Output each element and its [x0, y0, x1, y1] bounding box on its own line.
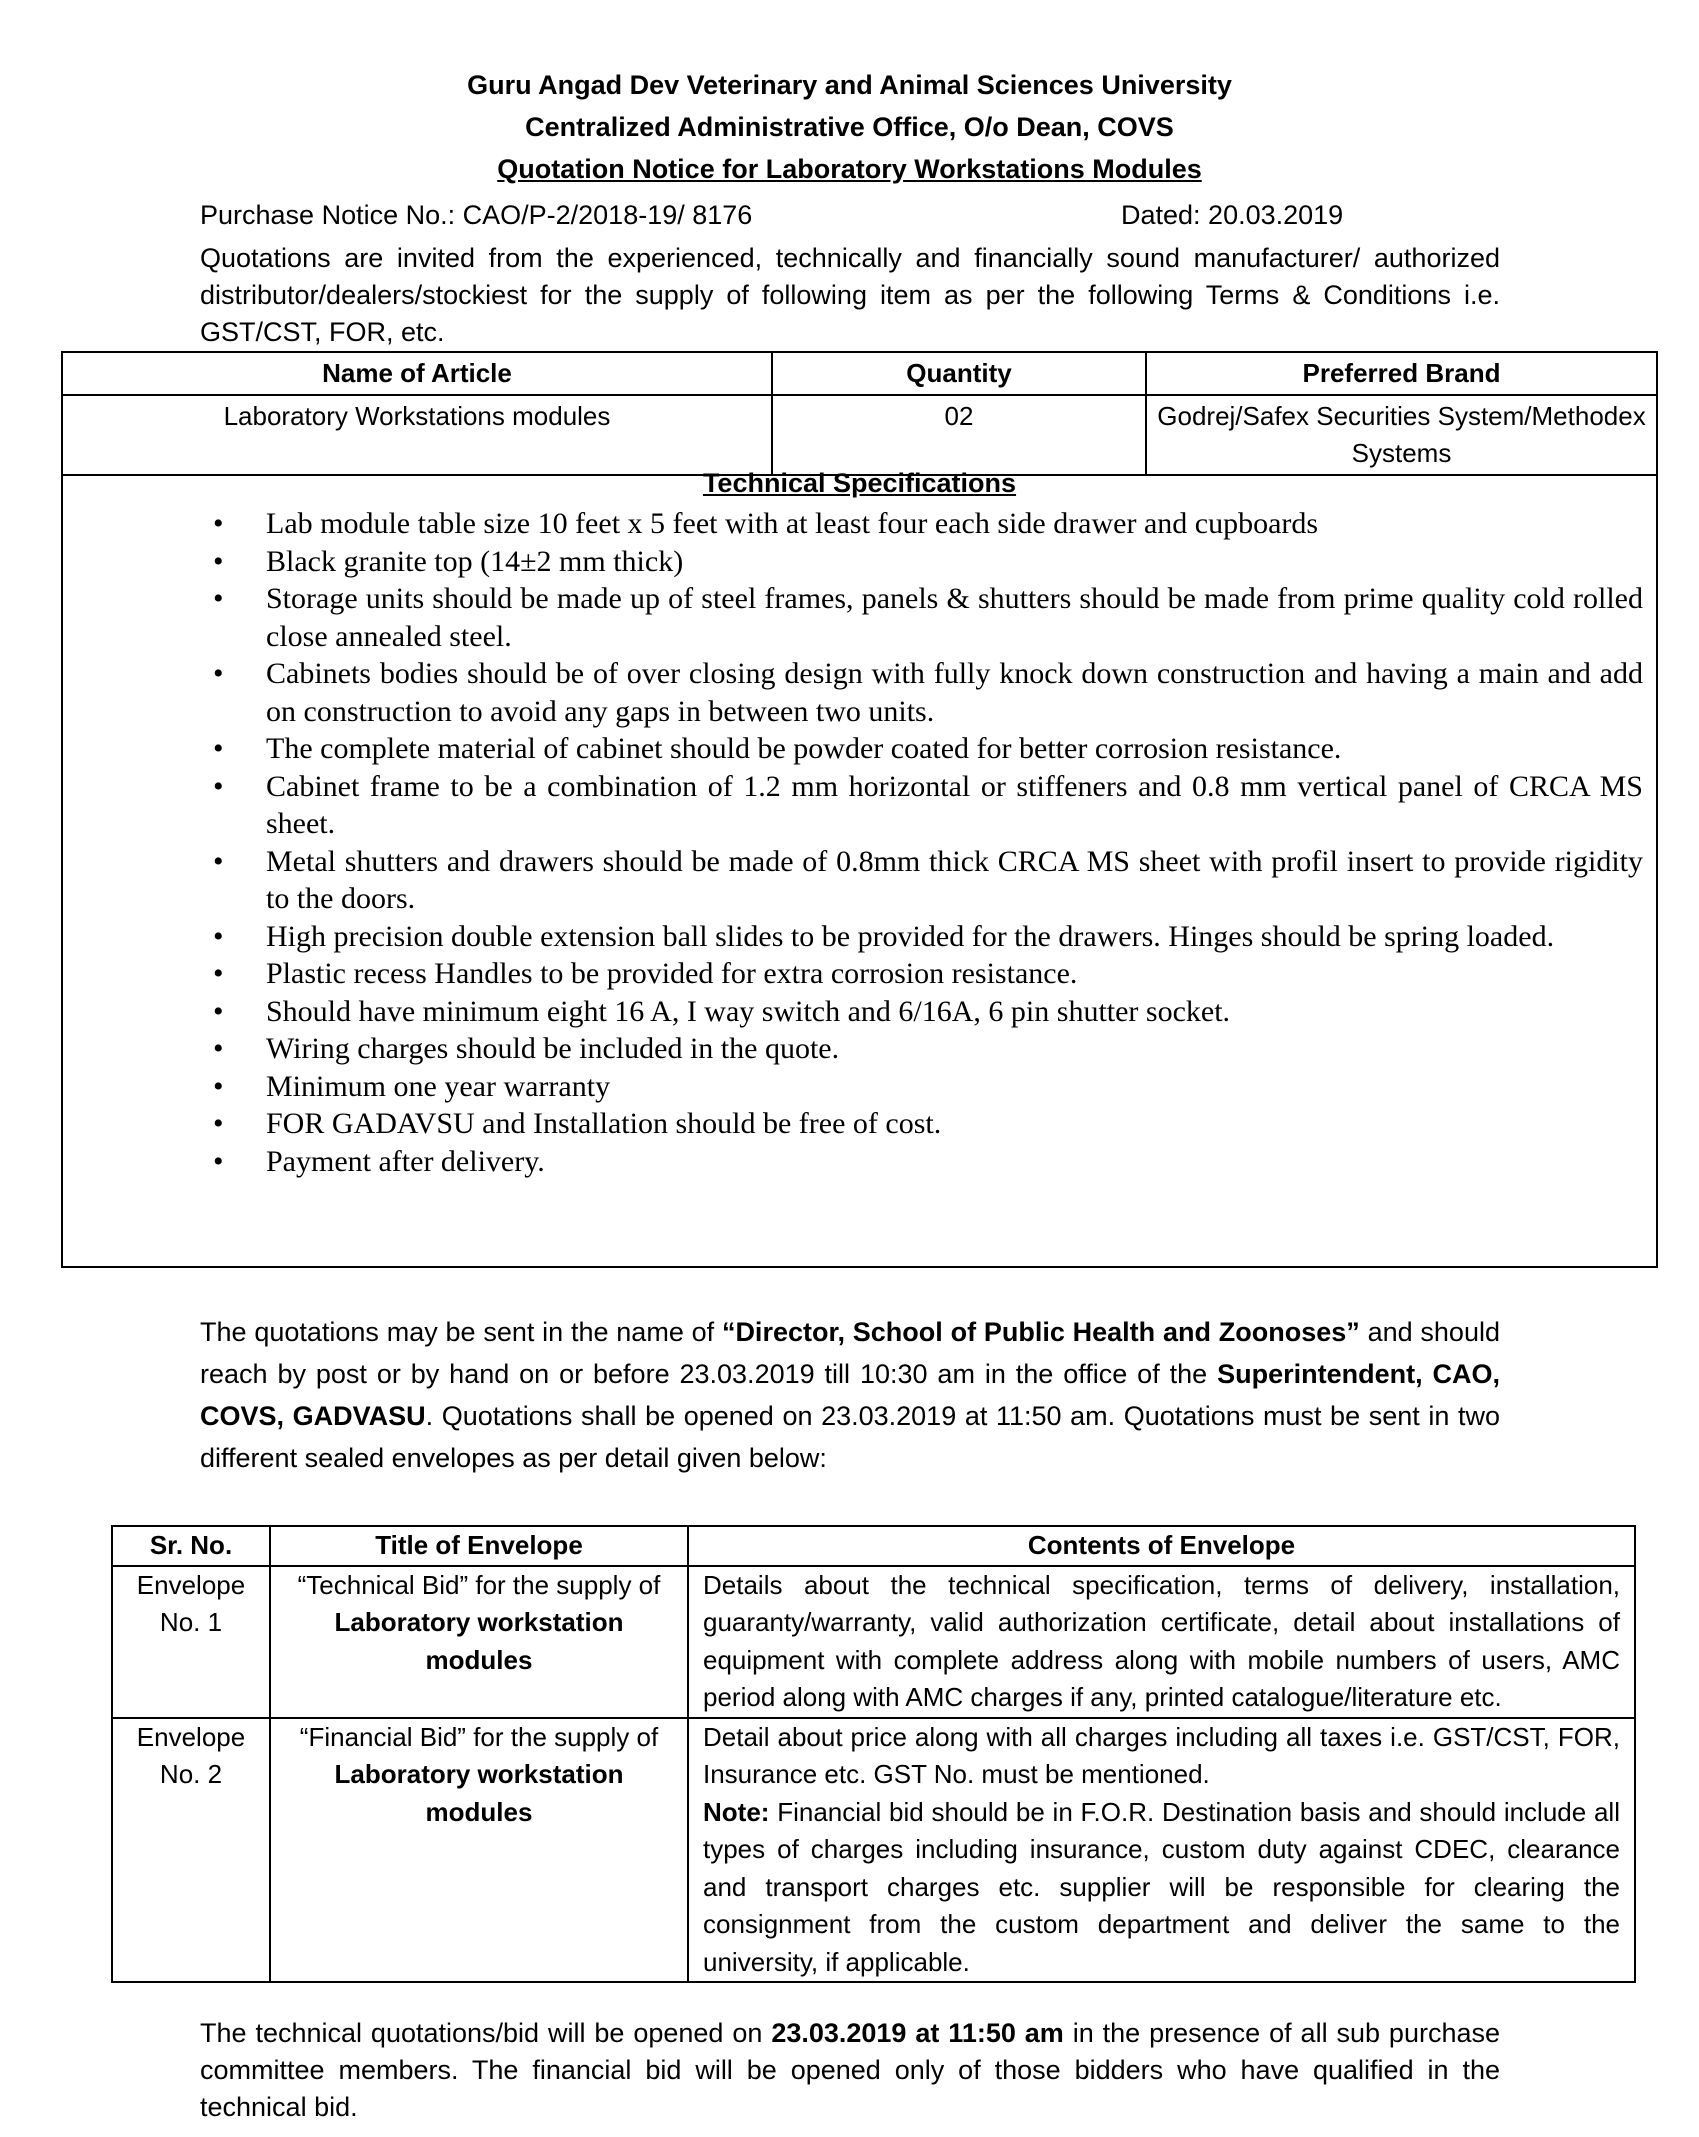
envelope-table — [111, 1525, 1636, 1983]
submission-text-2: and should reach by post or by hand on or before 23.03.2019 till 10:30 am in the office of the — [200, 1317, 1500, 1389]
specification-text: Lab module table size 10 feet x 5 feet with at least four each side drawer and cupboards — [266, 507, 1319, 540]
intro-paragraph: Quotations are invited from the experienced, technically and financially sound manufacturer/ authorized distributor/dealers/stockiest for the supply of following item as per the following Terms & Conditions i.e. GST/CST, FOR, etc. — [200, 243, 1500, 347]
specification-text: Wiring charges should be included in the quote. — [266, 1032, 840, 1065]
specification-item — [63, 505, 1656, 543]
submission-text-3: . Quotations shall be opened on 23.03.2019 at 11:50 am. Quotations must be sent in two different sealed envelopes as per detail given below: — [200, 1401, 1500, 1473]
bullet-icon: • — [213, 544, 224, 578]
envelope-2-sr: Envelope No. 2 — [112, 1718, 270, 1983]
col-sr-no: Sr. No. — [112, 1526, 270, 1566]
bullet-icon: • — [213, 582, 224, 615]
envelope-2-title-text: “Financial Bid” for the supply of — [299, 1721, 659, 1752]
specification-item — [63, 1105, 1656, 1143]
specification-item — [63, 730, 1656, 768]
purchase-notice-number: Purchase Notice No.: CAO/P-2/2018-19/ 8176 — [200, 200, 753, 230]
bullet-icon: • — [213, 957, 224, 990]
submission-paragraph — [200, 1311, 1500, 1479]
specification-text: The complete material of cabinet should be powder coated for better corrosion resistance. — [266, 732, 1342, 765]
bullet-icon: • — [213, 994, 224, 1028]
specification-item — [63, 768, 1656, 843]
specification-item — [63, 1143, 1656, 1181]
article-table — [61, 351, 1658, 476]
envelope-1-title-text: “Technical Bid” for the supply of — [297, 1569, 661, 1600]
specification-text: Plastic recess Handles to be provided for extra corrosion resistance. — [266, 957, 1078, 990]
envelope-1-sr: Envelope No. 1 — [112, 1566, 270, 1718]
col-contents-of-envelope: Contents of Envelope — [688, 1526, 1635, 1566]
table-row — [112, 1718, 1635, 1983]
bullet-icon: • — [213, 657, 224, 690]
specification-text: Metal shutters and drawers should be made of 0.8mm thick CRCA MS sheet with profil insert to provide rigidity to the doors. — [266, 844, 1643, 915]
specification-item — [63, 543, 1656, 581]
article-brand: Godrej/Safex Securities System/Methodex Systems — [1146, 395, 1657, 475]
envelope-2-title — [270, 1718, 688, 1983]
purchase-notice-date: Dated: 20.03.2019 — [1121, 200, 1344, 230]
office-address: Superintendent, CAO, COVS, GADVASU — [200, 1359, 1500, 1431]
specification-text: Should have minimum eight 16 A, I way switch and 6/16A, 6 pin shutter socket. — [266, 994, 1231, 1028]
table-row — [62, 395, 1657, 475]
table-row — [112, 1566, 1635, 1718]
specification-item — [63, 655, 1656, 730]
submission-text-1: The quotations may be sent in the name of — [200, 1317, 722, 1347]
envelope-2-note-text: Financial bid should be in F.O.R. Destination basis and should include all types of charges including insurance, custom duty against CDEC, clearance and transport charges etc. supplier will be responsible for clearing the consignment from the custom department and deliver the same to the university, if applicable. — [703, 1796, 1620, 1977]
specification-item — [63, 993, 1656, 1031]
col-title-of-envelope: Title of Envelope — [270, 1526, 688, 1566]
bullet-icon: • — [213, 769, 224, 803]
specification-item — [63, 955, 1656, 993]
envelope-1-contents: Details about the technical specification, terms of delivery, installation, guaranty/warranty, valid authorization certificate, detail about installations of equipment with complete address along with mobile numbers of users, AMC period along with AMC charges if any, printed catalogue/literature etc. — [688, 1566, 1635, 1718]
notice-title — [0, 154, 1699, 185]
specification-text: Cabinet frame to be a combination of 1.2 mm horizontal or stiffeners and 0.8 mm vertical panel of CRCA MS sheet. — [266, 769, 1643, 840]
technical-specifications-box — [61, 466, 1658, 1268]
envelope-table-header — [112, 1526, 1635, 1566]
col-name-of-article: Name of Article — [62, 352, 772, 395]
envelope-2-title-bold: Laboratory workstation modules — [334, 1759, 624, 1827]
closing-text-2: in the presence of all sub purchase committee members. The financial bid will be opened only of those bidders who have qualified in the technical bid. — [200, 2018, 1501, 2122]
specification-text: Minimum one year warranty — [266, 1069, 611, 1103]
specification-item — [63, 1030, 1656, 1068]
specification-text: FOR GADAVSU and Installation should be free of cost. — [266, 1107, 942, 1140]
envelope-2-contents — [688, 1718, 1635, 1983]
closing-datetime: 23.03.2019 at 11:50 am — [771, 2018, 1064, 2048]
university-name: Guru Angad Dev Veterinary and Animal Sciences University — [467, 70, 1232, 100]
article-table-header — [62, 352, 1657, 395]
technical-specifications-title: Technical Specifications — [702, 468, 1017, 498]
specification-item — [63, 580, 1656, 655]
col-preferred-brand: Preferred Brand — [1146, 352, 1657, 395]
closing-text-1: The technical quotations/bid will be opened on — [200, 2018, 772, 2048]
bullet-icon: • — [213, 507, 224, 540]
article-quantity: 02 — [772, 395, 1146, 475]
envelope-2-contents-text: Detail about price along with all charges including all taxes i.e. GST/CST, FOR, Insurance etc. GST No. must be mentioned. — [703, 1721, 1620, 1789]
addressee: “Director, School of Public Health and Zoonoses” — [721, 1317, 1360, 1347]
envelope-1-title — [270, 1566, 688, 1718]
office-name: Centralized Administrative Office, O/o Dean, COVS — [525, 112, 1174, 142]
bullet-icon: • — [213, 732, 224, 765]
specification-text: Storage units should be made up of steel frames, panels & shutters should be made from prime quality cold rolled close annealed steel. — [266, 582, 1643, 653]
specification-item — [63, 1068, 1656, 1106]
bullet-icon: • — [213, 844, 224, 878]
envelope-2-note-label: Note: — [703, 1796, 770, 1827]
bullet-icon: • — [213, 1069, 224, 1103]
specification-text: Payment after delivery. — [266, 1144, 545, 1178]
article-name: Laboratory Workstations modules — [62, 395, 772, 475]
envelope-1-title-bold: Laboratory workstation modules — [334, 1607, 624, 1675]
specification-text: Cabinets bodies should be of over closing design with fully knock down construction and having a main and add on construction to avoid any gaps in between two units. — [266, 657, 1643, 728]
specification-text: Black granite top (14±2 mm thick) — [266, 544, 684, 578]
specification-text: High precision double extension ball slides to be provided for the drawers. Hinges should be spring loaded. — [266, 919, 1555, 953]
closing-paragraph — [200, 2015, 1500, 2126]
bullet-icon: • — [213, 919, 224, 953]
bullet-icon: • — [213, 1107, 224, 1140]
specification-list — [63, 505, 1656, 1180]
specification-item — [63, 843, 1656, 918]
notice-title-text: Quotation Notice for Laboratory Workstations Modules — [497, 154, 1202, 184]
bullet-icon: • — [213, 1032, 224, 1065]
col-quantity: Quantity — [772, 352, 1146, 395]
specification-item — [63, 918, 1656, 956]
bullet-icon: • — [213, 1144, 224, 1178]
